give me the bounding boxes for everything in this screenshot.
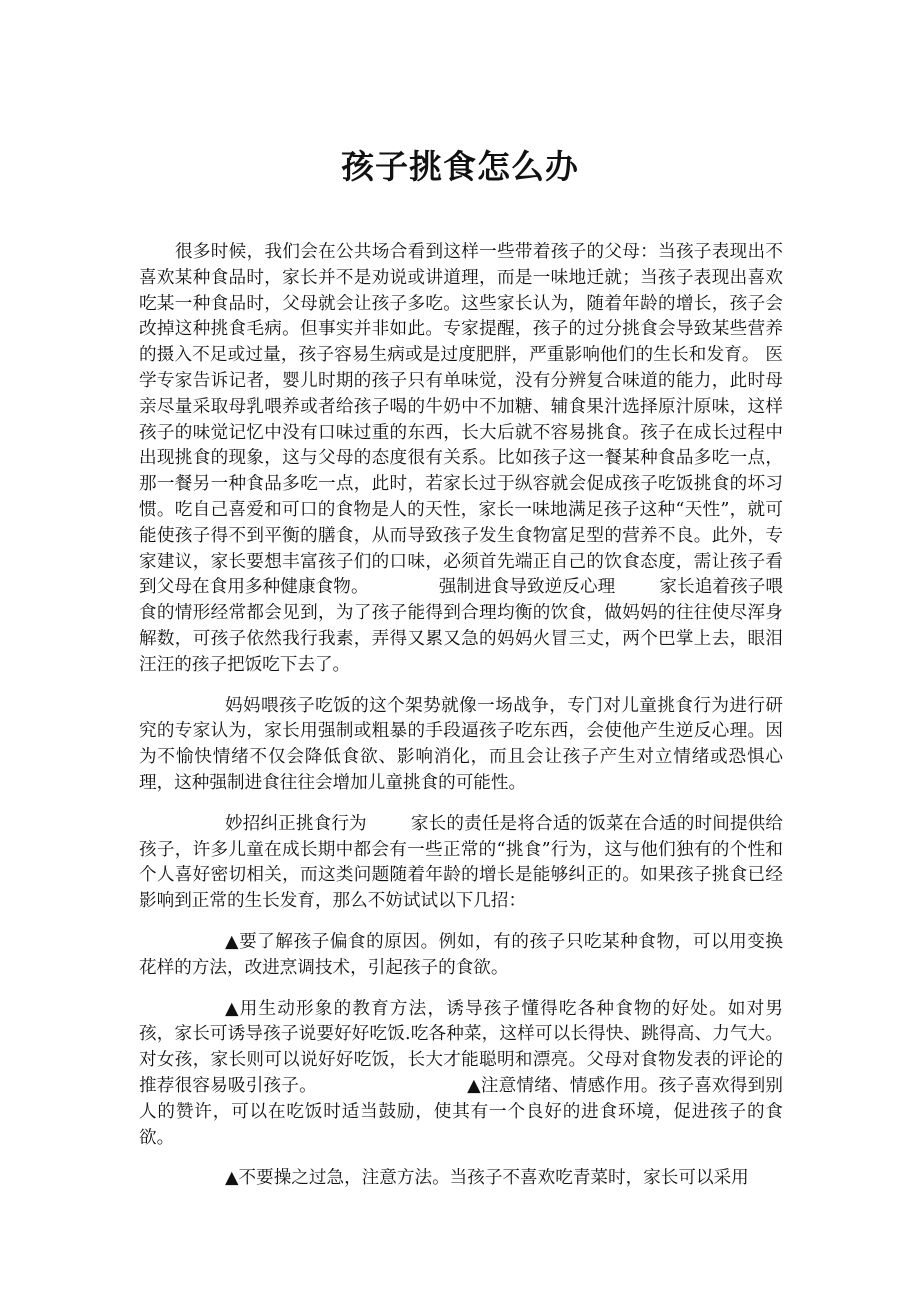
- section-heading-forced-feeding: 强制进食导致逆反心理: [438, 577, 616, 598]
- document-title: 孩子挑食怎么办: [341, 147, 579, 186]
- paragraph-tips-intro: [139, 812, 783, 915]
- list-item-tip-4: ▲不要操之过急，注意方法。当孩子不喜欢吃青菜时，家长可以采用: [225, 1168, 749, 1189]
- paragraph-forced-feeding-text: 家长追着孩子喂食的情形经常都会见到，为了孩子能得到合理均衡的饮食，做妈妈的往往使尽浑身解数，可孩子依然我行我素，弄得又累又急的妈妈火冒三丈，两个巴掌上去，眼泪汪汪的孩子把饭吃下去了。: [139, 577, 783, 675]
- list-item-tip-1: ▲要了解孩子偏食的原因。例如，有的孩子只吃某种食物，可以用变换花样的方法，改进烹调技术，引起孩子的食欲。: [139, 931, 783, 978]
- paragraph-tips-intro-text: 家长的责任是将合适的饭菜在合适的时间提供给孩子，许多儿童在成长期中都会有一些正常的“挑食”行为，这与他们独有的个性和个人喜好密切相关，而这类问题随着年龄的增长是能够纠正的。如果孩子挑食已经影响到正常的生长发育，那么不妨试试以下几招：: [139, 813, 783, 912]
- tip-3-text: ▲注意情绪、情感作用。孩子喜欢得到别人的赞许，可以在吃饭时适当鼓励，使其有一个良好的进食环境，促进孩子的食欲。: [139, 1075, 783, 1148]
- paragraph-intro-text: 很多时候，我们会在公共场合看到这样一些带着孩子的父母：当孩子表现出不喜欢某种食品时，家长并不是劝说或讲道理，而是一味地迁就；当孩子表现出喜欢吃某一种食品时，父母就会让孩子多吃。这些家长认为，随着年龄的增长，孩子会改掉这种挑食毛病。但事实并非如此。专家提醒，孩子的过分挑食会导致某些营养的摄入不足或过量，孩子容易生病或是过度肥胖，严重影响他们的生长和发育。 医学专家告诉记者，婴儿时期的孩子只有单味觉，没有分辨复合味道的能力，此时母亲尽量采取母乳喂养或者给孩子喝的牛奶中不加糖、辅食果汁选择原汁原味，这样孩子的味觉记忆中没有口味过重的东西，长大后就不容易挑食。孩子在成长过程中出现挑食的现象，这与父母的态度很有关系。比如孩子这一餐某种食品多吃一点，那一餐另一种食品多吃一点，此时，若家长过于纵容就会促成孩子吃饭挑食的坏习惯。吃自己喜爱和可口的食物是人的天性，家长一味地满足孩子这种“天性”，就可能使孩子得不到平衡的膳食，从而导致孩子发生食物富足型的营养不良。此外，专家建议，家长要想丰富孩子们的口味，必须首先端正自己的饮食态度，需让孩子看到父母在食用多种健康食物。: [139, 242, 783, 598]
- tip-2-text: ▲用生动形象的教育方法，诱导孩子懂得吃各种食物的好处。如对男孩，家长可诱导孩子说要好好吃饭.吃各种菜，这样可以长得快、跳得高、力气大。对女孩，家长则可以说好好吃饭，长大才能聪明和漂亮。父母对食物发表的评论的推荐很容易吸引孩子。: [139, 998, 783, 1096]
- paragraph-intro: [139, 240, 783, 679]
- paragraph-feeding-war: 妈妈喂孩子吃饭的这个架势就像一场战争，专门对儿童挑食行为进行研究的专家认为，家长用强制或粗暴的手段逼孩子吃东西，会使他产生逆反心理。因为不愉快情绪不仅会降低食欲、影响消化，而且会让孩子产生对立情绪或恐惧心理，这种强制进食往往会增加儿童挑食的可能性。: [139, 695, 783, 793]
- section-heading-tips: 妙招纠正挑食行为: [225, 813, 367, 834]
- document-body: [139, 240, 783, 1207]
- list-item-tip-2: [139, 997, 783, 1152]
